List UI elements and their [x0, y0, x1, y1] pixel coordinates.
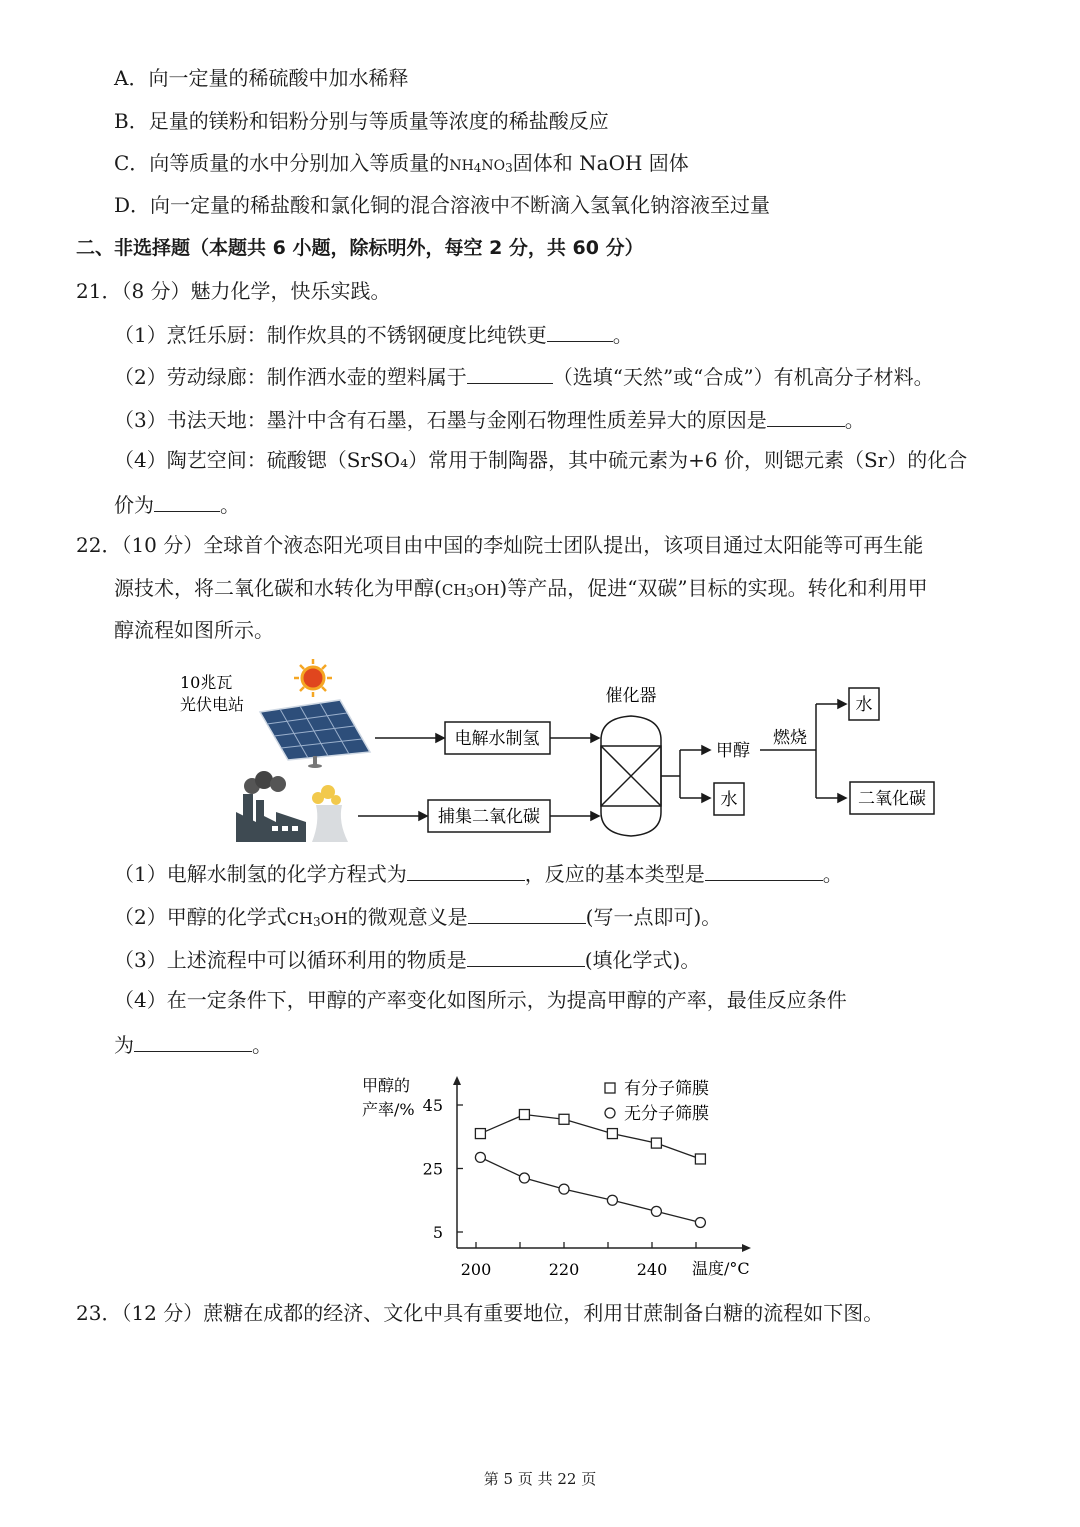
- water-label: 水: [720, 790, 738, 810]
- water-top-label: 水: [855, 695, 873, 715]
- option-d: D．向一定量的稀盐酸和氯化铜的混合溶液中不断滴入氢氧化钠溶液至过量: [114, 193, 771, 217]
- data-point-circle: [607, 1195, 617, 1205]
- q21-p4b-text: 价为: [114, 493, 154, 517]
- q22-line3: 醇流程如图所示。: [114, 618, 274, 642]
- data-point-circle: [559, 1184, 569, 1194]
- q21-p3-end: 。: [844, 408, 865, 432]
- catalyst-label: 催化器: [605, 686, 657, 706]
- q23-head: 23．（12 分）蔗糖在成都的经济、文化中具有重要地位，利用甘蔗制备白糖的流程如下图。: [76, 1301, 884, 1325]
- legend: [605, 1079, 709, 1124]
- q21-p3-text: （3）书法天地：墨汁中含有石墨，石墨与金刚石物理性质差异大的原因是: [114, 408, 767, 432]
- q22-p1-mid: ，反应的基本类型是: [524, 862, 705, 886]
- station-label-2: 光伏电站: [180, 695, 245, 714]
- q22-p4b-text: 为: [114, 1033, 134, 1057]
- q22-p2-end: (写一点即可)。: [585, 905, 722, 929]
- data-point-square: [559, 1114, 569, 1124]
- station-label-1: 10兆瓦: [180, 673, 233, 692]
- q21-p1-text: （1）烹饪乐厨：制作炊具的不锈钢硬度比纯铁更: [114, 323, 547, 347]
- q21-p2-end: （选填“天然”或“合成”）有机高分子材料。: [552, 365, 934, 389]
- q21-p4b-end: 。: [220, 493, 240, 517]
- x-tick-label: 220: [548, 1260, 580, 1279]
- data-point-square: [519, 1110, 529, 1120]
- y-axis-arrow: [453, 1076, 461, 1085]
- q22-p2-mid: 的微观意义是: [347, 905, 468, 929]
- q21-p2-text: （2）劳动绿廊：制作洒水壶的塑料属于: [114, 365, 467, 389]
- q22-p2-chem2: OH: [320, 909, 348, 928]
- q22-l2-sub: 3: [466, 586, 475, 600]
- data-point-circle: [651, 1206, 661, 1216]
- q22-p4b-end: 。: [252, 1033, 272, 1057]
- q22-p3-text: （3）上述流程中可以循环利用的物质是: [114, 948, 467, 972]
- methanol-label: 甲醇: [716, 741, 750, 761]
- q21-p1-end: 。: [612, 323, 633, 347]
- legend-series-1: 有分子筛膜: [624, 1079, 709, 1099]
- data-point-square: [651, 1138, 661, 1148]
- data-point-square: [475, 1129, 485, 1139]
- data-point-square: [607, 1129, 617, 1139]
- option-c-post: 固体和 NaOH 固体: [512, 151, 689, 175]
- legend-square-marker: [605, 1083, 615, 1093]
- series-line-2: [480, 1157, 700, 1222]
- x-axis-label: 温度/°C: [692, 1259, 750, 1278]
- data-point-circle: [519, 1173, 529, 1183]
- q22-part4: （4）在一定条件下，甲醇的产率变化如图所示，为提高甲醇的产率，最佳反应条件: [114, 988, 847, 1012]
- q22-l2-text: 源技术，将二氧化碳和水转化为甲醇(: [114, 576, 442, 600]
- q22-p2-text: （2）甲醇的化学式: [114, 905, 287, 929]
- q22-l2-chem: CH: [441, 581, 467, 599]
- x-tick-label: 200: [460, 1260, 492, 1279]
- option-c-chem2: NO: [481, 158, 506, 174]
- q22-head: 22．（10 分）全球首个液态阳光项目由中国的李灿院士团队提出，该项目通过太阳能等可再生能: [76, 533, 924, 557]
- data-point-square: [695, 1154, 705, 1164]
- x-tick-label: 240: [636, 1260, 668, 1279]
- y-tick-label: 45: [422, 1096, 443, 1115]
- data-point-circle: [475, 1152, 485, 1162]
- co2-label: 二氧化碳: [858, 789, 926, 809]
- q22-l2-chem2: OH: [474, 581, 500, 599]
- y-axis-label-2: 产率/%: [362, 1100, 415, 1119]
- y-tick-label: 25: [422, 1159, 443, 1179]
- q22-l2-end: )等产品，促进“双碳”目标的实现。转化和利用甲: [499, 576, 928, 600]
- y-tick-label: 5: [432, 1223, 443, 1242]
- option-c-sub: 4: [473, 161, 482, 175]
- q21-head: 21．（8 分）魅力化学，快乐实践。: [76, 279, 391, 303]
- option-a: A．向一定量的稀硫酸中加水稀释: [114, 66, 409, 90]
- page-number: 第 5 页 共 22 页: [483, 1470, 597, 1488]
- option-c-text: C．向等质量的水中分别加入等质量的: [114, 151, 450, 175]
- q21-part4: （4）陶艺空间：硫酸锶（SrSO₄）常用于制陶器，其中硫元素为+6 价，则锶元素（Sr）的化合: [114, 448, 968, 472]
- burn-label: 燃烧: [773, 728, 807, 748]
- data-point-circle: [695, 1217, 705, 1227]
- q22-p3-end: (填化学式)。: [584, 948, 701, 972]
- legend-series-2: 无分子筛膜: [624, 1104, 709, 1124]
- q22-p1-text: （1）电解水制氢的化学方程式为: [114, 862, 407, 886]
- x-axis-arrow: [742, 1244, 751, 1252]
- option-c-sub2: 3: [505, 161, 513, 175]
- option-b: B．足量的镁粉和铝粉分别与等质量等浓度的稀盐酸反应: [114, 109, 609, 133]
- q22-p2-chem: CH: [286, 909, 313, 928]
- q22-p2-sub: 3: [312, 915, 321, 929]
- capture-label: 捕集二氧化碳: [438, 807, 540, 827]
- q22-p1-end: 。: [822, 862, 843, 886]
- electrolysis-label: 电解水制氢: [454, 729, 540, 749]
- option-c-chem: NH: [449, 158, 474, 174]
- section-title: 二、非选择题（本题共 6 小题，除标明外，每空 2 分，共 60 分）: [76, 237, 644, 259]
- legend-circle-marker: [605, 1108, 615, 1118]
- y-axis-label-1: 甲醇的: [362, 1076, 411, 1095]
